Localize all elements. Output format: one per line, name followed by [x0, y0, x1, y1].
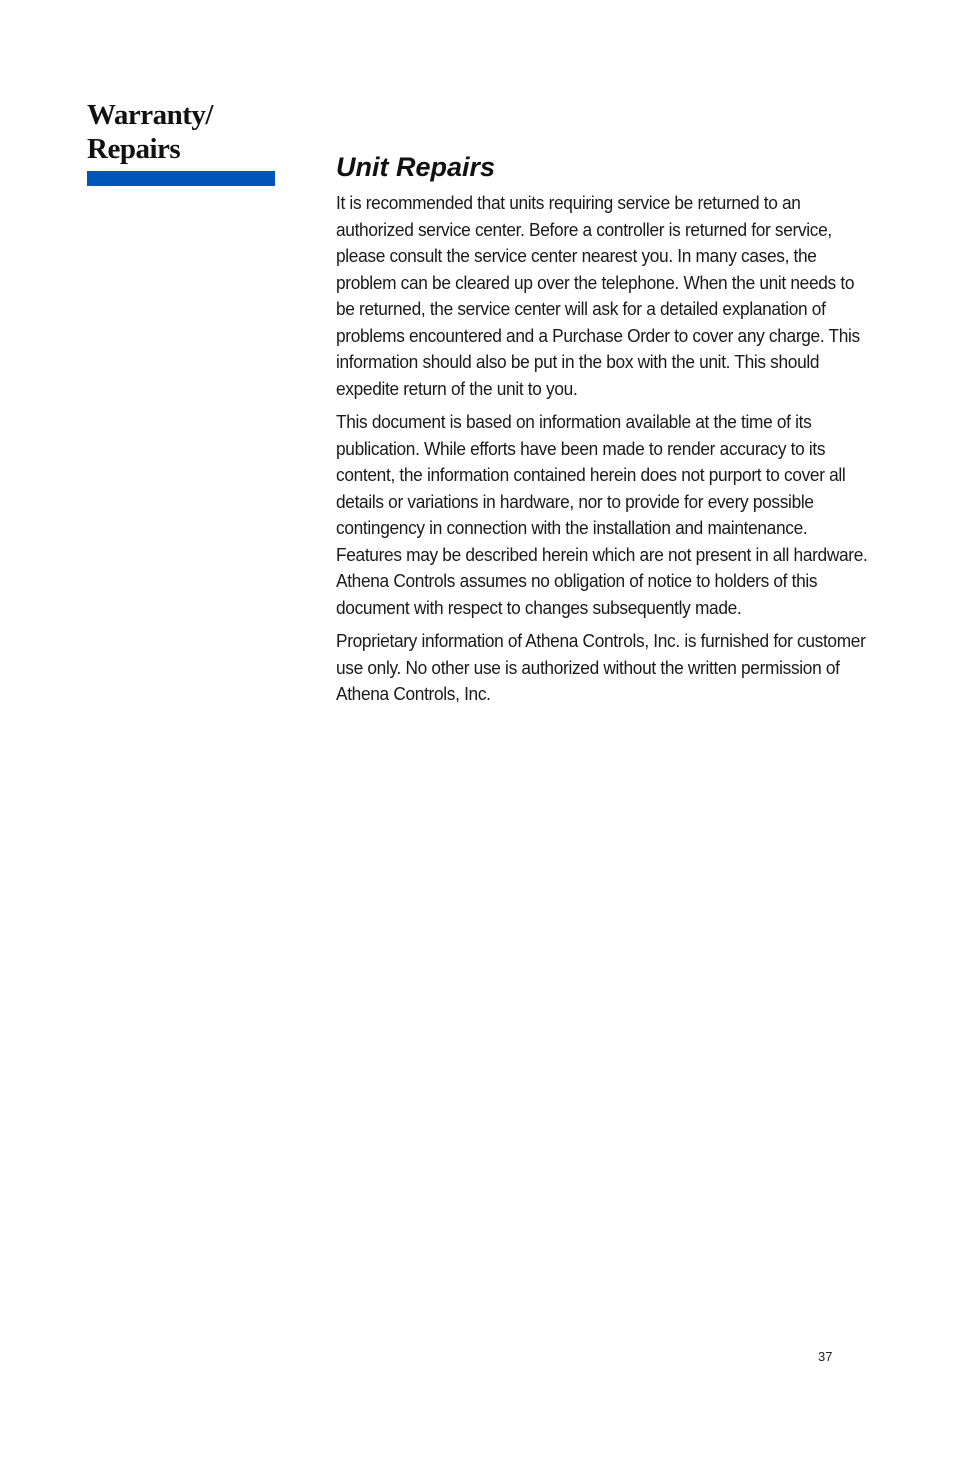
content-heading: Unit Repairs	[336, 152, 496, 182]
section-tab	[87, 98, 275, 186]
section-title-line-1: Warranty/	[87, 99, 213, 131]
section-title	[87, 98, 275, 166]
page-number: 37	[818, 1349, 833, 1364]
main-content	[336, 150, 876, 715]
section-accent-bar	[87, 171, 275, 186]
paragraph-service-return: It is recommended that units requiring service be returned to an authorized service center. Before a controller is returned for service, please consult the service center nearest you. In many cases, the problem can be cleared up over the telephone. When the unit needs to be returned, the service center will ask for a detailed explanation of problems encountered and a Purchase Order to cover any charge. This information should also be put in the box with the unit. This should expedite return of the unit to you.	[336, 192, 860, 399]
paragraph-proprietary: Proprietary information of Athena Controls, Inc. is furnished for customer use only. No other use is authorized without the written permission of Athena Controls, Inc.	[336, 630, 866, 704]
paragraph-disclaimer: This document is based on information available at the time of its publication. While efforts have been made to render accuracy to its content, the information contained herein does not purport to cover all details or variations in hardware, nor to provide for every possible contingency in connection with the installation and maintenance. Features may be described herein which are not present in all hardware. Athena Controls assumes no obligation of notice to holders of this document with respect to changes subsequently made.	[336, 411, 868, 618]
section-title-line-2: Repairs	[87, 133, 181, 165]
